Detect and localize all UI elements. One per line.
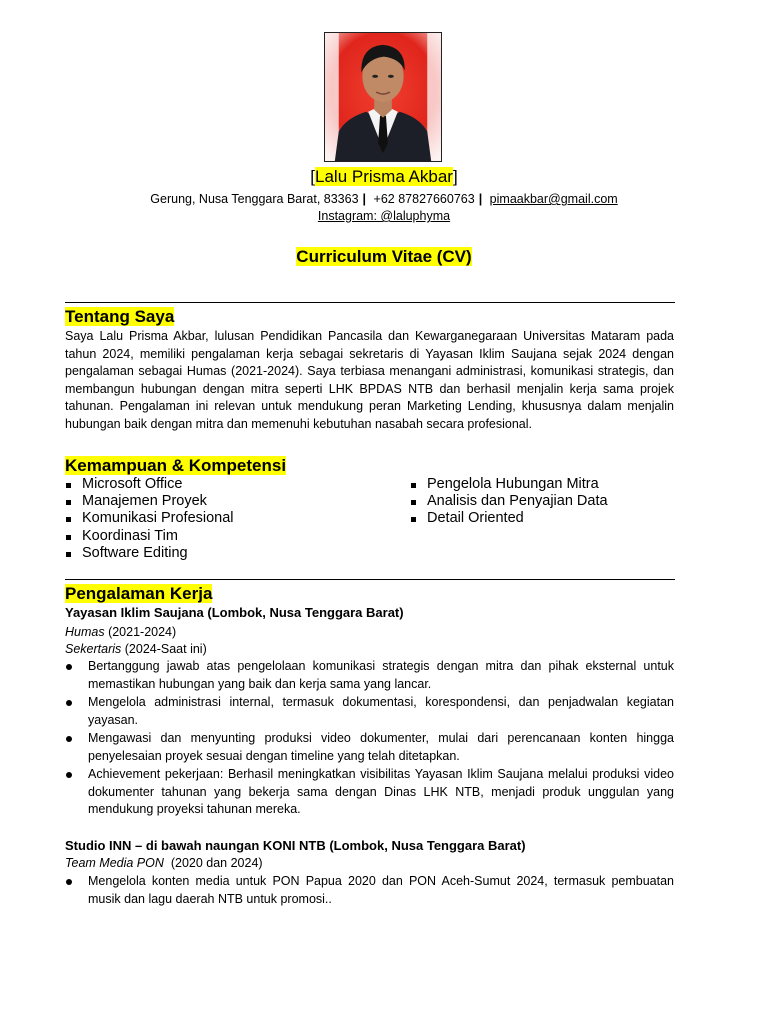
duty-item: Mengawasi dan menyunting produksi video dokumenter, mulai dari perencanaan konten hingga penyelesaian proyek sesuai dengan timeline yang telah ditetapkan. <box>65 730 674 765</box>
about-title-text: Tentang Saya <box>65 307 175 326</box>
job-role-title: Sekertaris <box>65 642 122 656</box>
contact-separator: | <box>362 192 367 206</box>
skill-item: Detail Oriented <box>410 510 608 527</box>
job-role-title: Team Media PON <box>65 856 164 870</box>
about-paragraph: Saya Lalu Prisma Akbar, lulusan Pendidikan Pancasila dan Kewarganegaraan Universitas Mataram pada tahun 2024, memiliki pengalaman kerja sebagai sekretaris di Yayasan Iklim Saujana sejak 2024 dengan pengalaman sebagai Humas (2021-2024). Saya terbiasa menangani administrasi, komunikasi strategis, dan membangun hubungan dengan mitra seperti LHK BPDAS NTB dan berhasil menjalin kerja sama projek tahunan. Pengalaman ini relevan untuk mendukung peran Marketing Lending, khususnya dalam menjalin hubungan baik dengan mitra dan memenuhi kebutuhan nasabah secara profesional. <box>65 329 674 431</box>
duty-item: Mengelola konten media untuk PON Papua 2020 dan PON Aceh-Sumut 2024, termasuk pembuatan musik dan lagu daerah NTB untuk promosi.. <box>65 873 674 908</box>
candidate-name-line <box>0 166 768 188</box>
experience-title-text: Pengalaman Kerja <box>65 584 213 603</box>
experience-section-title <box>65 583 212 604</box>
phone: +62 87827660763 <box>373 192 475 206</box>
job-role-period: (2021-2024) <box>104 625 177 639</box>
address: Gerung, Nusa Tenggara Barat, 83363 <box>150 192 359 206</box>
skill-item: Komunikasi Profesional <box>65 510 234 527</box>
job-role-period: (2020 dan 2024) <box>163 856 263 870</box>
name-bracket-close: ] <box>452 167 458 186</box>
cv-title <box>0 246 768 268</box>
skills-section-title <box>65 455 286 476</box>
skills-list-left <box>65 476 234 562</box>
duty-item: Mengelola administrasi internal, termasuk dokumentasi, korespondensi, dan penjadwalan kegiatan yayasan. <box>65 694 674 729</box>
job-duties <box>65 658 674 820</box>
skill-item: Analisis dan Penyajian Data <box>410 493 608 510</box>
contact-line <box>0 191 768 207</box>
job-role-period: (2024-Saat ini) <box>121 642 207 656</box>
name-bracket-open: [ <box>310 167 316 186</box>
skill-item: Microsoft Office <box>65 476 234 493</box>
profile-photo-icon <box>325 33 441 161</box>
email-link[interactable]: pimaakbar@gmail.com <box>489 192 618 206</box>
job-duties <box>65 873 674 909</box>
job-role <box>65 855 263 872</box>
job-organization: Studio INN – di bawah naungan KONI NTB (Lombok, Nusa Tenggara Barat) <box>65 838 526 853</box>
skill-item: Manajemen Proyek <box>65 493 234 510</box>
job-role-title: Humas <box>65 625 105 639</box>
skills-title-text: Kemampuan & Kompetensi <box>65 456 287 475</box>
duty-item: Bertanggung jawab atas pengelolaan komunikasi strategis dengan mitra dan pihak eksternal untuk memastikan hubungan yang baik dan kerja sama yang lancar. <box>65 658 674 693</box>
job-organization: Yayasan Iklim Saujana (Lombok, Nusa Tenggara Barat) <box>65 605 404 620</box>
contact-separator: | <box>478 192 483 206</box>
skills-list-right <box>410 476 608 528</box>
instagram-link[interactable]: Instagram: @laluphyma <box>317 209 451 223</box>
skill-item: Pengelola Hubungan Mitra <box>410 476 608 493</box>
skill-item: Koordinasi Tim <box>65 528 234 545</box>
profile-photo <box>324 32 442 162</box>
duty-item: Achievement pekerjaan: Berhasil meningkatkan visibilitas Yayasan Iklim Saujana melalui produksi video dokumenter tahunan yang bekerja sama dengan Dinas LHK NTB, menjadi produk unggulan yang mendukung proyeksi tahunan mereka. <box>65 766 674 819</box>
skill-item: Software Editing <box>65 545 234 562</box>
job-role <box>65 624 176 641</box>
about-section-title <box>65 306 174 327</box>
section-divider <box>65 579 675 580</box>
section-divider <box>65 302 675 303</box>
cv-title-text: Curriculum Vitae (CV) <box>296 247 472 266</box>
job-role <box>65 641 207 658</box>
candidate-name: Lalu Prisma Akbar <box>315 167 453 186</box>
